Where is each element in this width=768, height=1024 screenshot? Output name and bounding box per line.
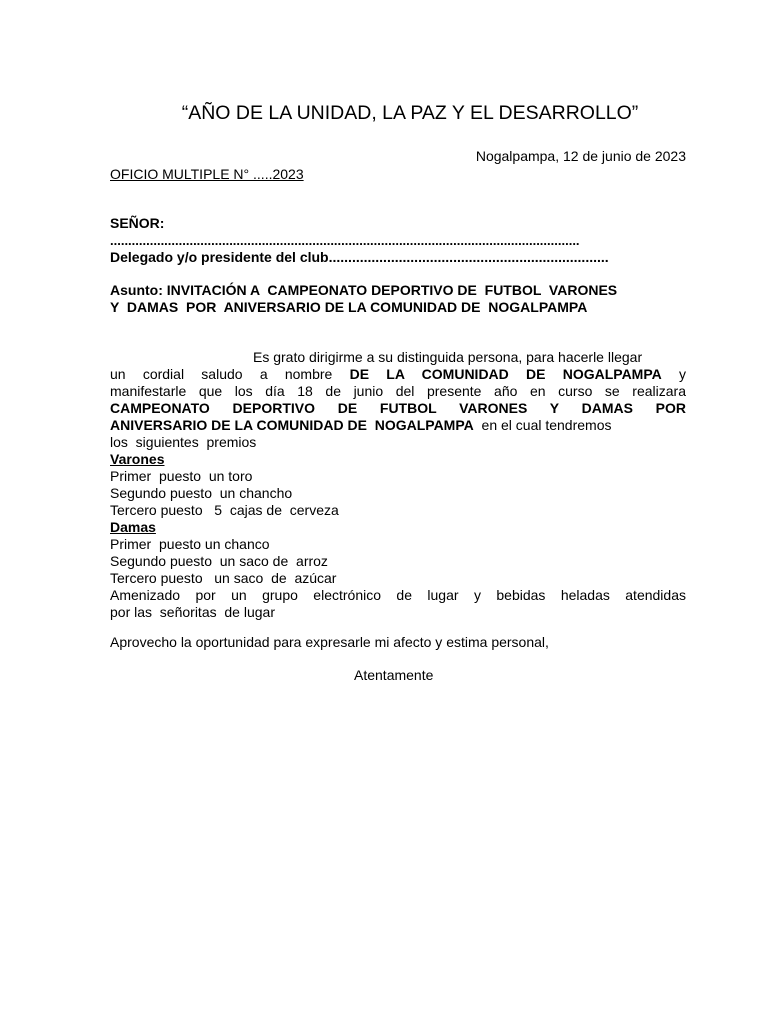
- letter-body: [110, 349, 686, 621]
- men-prize-item: Segundo puesto un chancho: [110, 485, 293, 501]
- body-line-6: los siguientes premios: [110, 434, 257, 450]
- body-line-2-community: DE LA COMUNIDAD DE NOGALPAMPA: [349, 366, 662, 382]
- body-line-3: manifestarle que los día 18 de junio del presente año en curso se realizara: [110, 383, 686, 399]
- closing-sentence: Aprovecho la oportunidad para expresarle mi afecto y estima personal,: [110, 634, 549, 650]
- women-prize-item: Primer puesto un chanco: [110, 536, 270, 552]
- music-line-2: por las señoritas de lugar: [110, 604, 275, 620]
- body-line-1: Es grato dirigirme a su distinguida persona, para hacerle llegar: [253, 349, 643, 365]
- subject-line-2: Y DAMAS POR ANIVERSARIO DE LA COMUNIDAD DE NOGALPAMPA: [110, 299, 588, 315]
- body-line-2: [110, 366, 686, 383]
- body-line-5: [110, 417, 686, 434]
- women-prize-item: Tercero puesto un saco de azúcar: [110, 570, 337, 586]
- men-prize-item: Primer puesto un toro: [110, 468, 253, 484]
- body-line-5-community: ANIVERSARIO DE LA COMUNIDAD DE NOGALPAMPA: [110, 417, 474, 433]
- men-prizes-heading: Varones: [110, 451, 165, 467]
- subject-line-1: Asunto: INVITACIÓN A CAMPEONATO DEPORTIVO DE FUTBOL VARONES: [110, 282, 618, 298]
- reference-number: OFICIO MULTIPLE N° .....2023: [110, 166, 304, 182]
- recipient-name-blank: ..................................................................................................................................: [110, 233, 580, 248]
- place-date: Nogalpampa, 12 de junio de 2023: [475, 148, 686, 164]
- body-line-5-text: en el cual tendremos: [473, 417, 612, 433]
- body-line-2-end: y: [679, 366, 686, 382]
- year-motto: “AÑO DE LA UNIDAD, LA PAZ Y EL DESARROLLO”: [181, 102, 639, 124]
- subject: [110, 282, 617, 316]
- music-line-1: Amenizado por un grupo electrónico de lugar y bebidas heladas atendidas: [110, 587, 686, 603]
- body-line-2-text: un cordial saludo a nombre: [110, 366, 333, 382]
- women-prizes-heading: Damas: [110, 519, 156, 535]
- recipient-salutation: SEÑOR:: [110, 215, 165, 231]
- body-line-4: CAMPEONATO DEPORTIVO DE FUTBOL VARONES Y DAMAS POR: [110, 400, 686, 416]
- men-prize-item: Tercero puesto 5 cajas de cerveza: [110, 502, 339, 518]
- women-prize-item: Segundo puesto un saco de arroz: [110, 553, 328, 569]
- signoff: Atentamente: [354, 667, 434, 683]
- recipient-role: Delegado y/o presidente del club........................................................................: [110, 249, 609, 265]
